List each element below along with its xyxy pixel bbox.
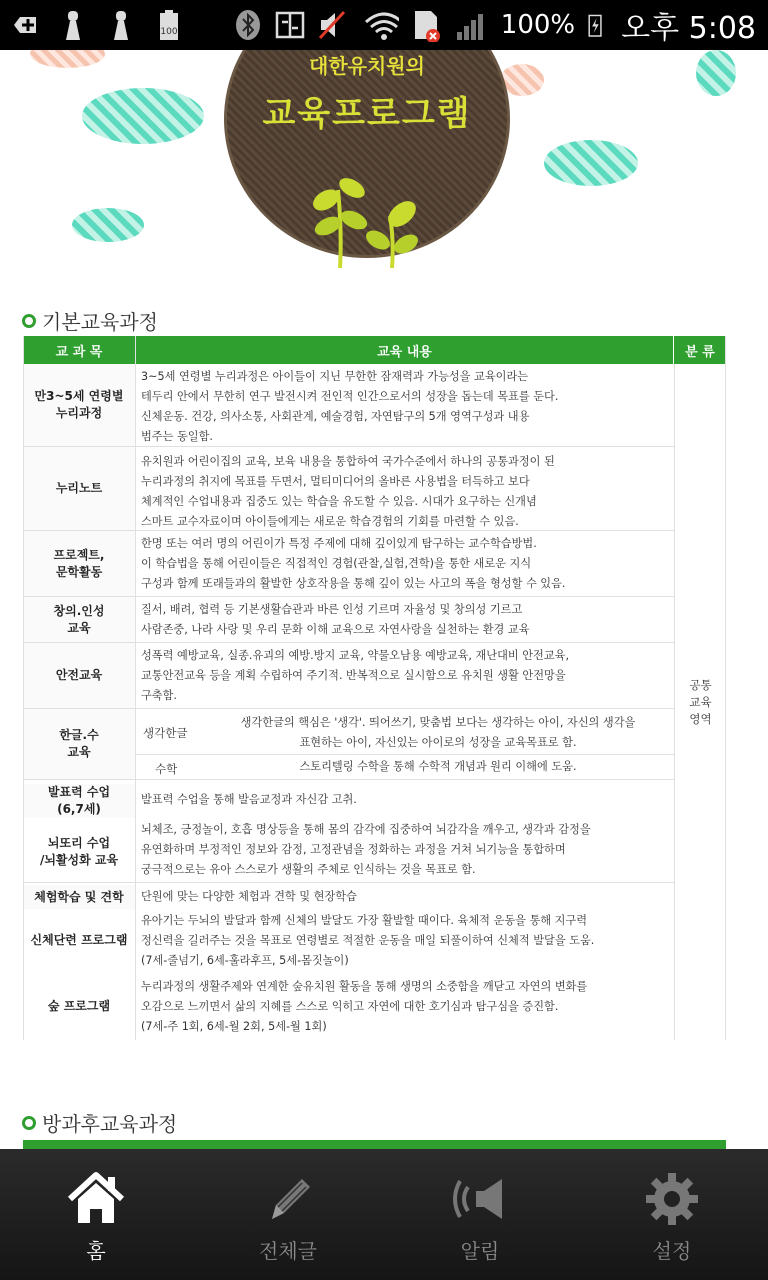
nav-label: 홈 — [86, 1239, 106, 1263]
sprout-icon — [300, 160, 430, 270]
table-row — [23, 531, 674, 597]
clock: 오후 5:08 — [621, 11, 756, 46]
curriculum-table — [23, 336, 726, 1040]
svg-text:100: 100 — [160, 27, 178, 37]
table-row — [23, 883, 674, 1040]
nav-label: 알림 — [460, 1239, 500, 1263]
bullet-icon — [22, 314, 36, 328]
row-content: 누리과정의 생활주제와 연계한 숲유치원 활동을 통해 생명의 소중함을 깨닫고 자연의 변화를 오감으로 느끼면서 삶의 지혜를 스스로 익히고 자연에 대한 호기심과 탐구심을 증진함. (7세-주 1회, 6세-월 2회, 5세-월 1회) — [141, 980, 588, 1033]
row-subject: 체험학습 및 견학 — [23, 885, 135, 909]
bottom-navigation — [0, 1149, 768, 1280]
row-content: 질서, 배려, 협력 등 기본생활습관과 바른 인성 기르며 자율성 및 창의성 기르고 사람존중, 나라 사랑 및 우리 문화 이해 교육으로 자연사랑을 실천하는 환경 교육 — [141, 603, 530, 636]
row-content: 유치원과 어린이집의 교육, 보육 내용을 통합하여 국가수준에서 하나의 공통과정이 된 누리과정의 취지에 목표를 두면서, 멀티미디어의 올바른 사용법을 터득하고 보다 체계적인 수업내용과 집중도 있는 학습을 유도할 수 있음. 시대가 요구하는 신개념 스마트 교수자료이며 아이들에게는 새로운 학습경험의 기회를 마련할 수 있음. — [141, 455, 555, 528]
mute-icon — [317, 8, 347, 42]
status-bar — [0, 0, 768, 50]
section-heading-afterschool — [22, 1108, 177, 1137]
nav-home[interactable] — [0, 1149, 192, 1280]
row-subject: 숲 프로그램 — [47, 998, 111, 1013]
nav-notifications[interactable] — [384, 1149, 576, 1280]
header-subject: 교 과 목 — [23, 336, 135, 364]
row-subject: 뇌또리 수업 /뇌활성화 교육 — [39, 836, 119, 867]
row-subject: 한글.수 교육 — [23, 709, 135, 779]
table-row — [23, 597, 674, 643]
row-content: 3~5세 연령별 누리과정은 아이들이 지닌 무한한 잠재력과 가능성을 교육이라는 테두리 안에서 무한히 연구 발전시켜 전인적 인간으로서의 성장을 돕는데 목표를 둔다. 신체운동. 건강, 의사소통, 사회관계, 예술경험, 자연탐구의 5개 영역구성과 내용 범주는 동일함. — [141, 370, 559, 443]
table-row — [23, 364, 674, 447]
home-icon — [66, 1169, 126, 1229]
row-subject: 누리노트 — [23, 447, 135, 530]
row-subject: 만3~5세 연령별 누리과정 — [23, 364, 135, 446]
wifi-icon — [359, 8, 399, 42]
sub-label: 생각한글 — [143, 726, 188, 740]
row-subject: 발표력 수업 (6,7세) — [23, 784, 135, 818]
usb-icon — [58, 8, 88, 42]
header-content: 교육 내용 — [136, 336, 673, 364]
row-subject: 프로젝트, 문학활동 — [23, 531, 135, 596]
nav-label: 설정 — [652, 1239, 692, 1263]
nav-settings[interactable] — [576, 1149, 768, 1280]
category-cell: 공통 교육 영역 — [674, 364, 726, 1040]
table-row — [23, 447, 674, 531]
section-heading-basic — [22, 306, 158, 335]
row-content: 한명 또는 여러 명의 어린이가 특정 주제에 대해 깊이있게 탐구하는 교수학습방법. 이 학습법을 통해 어린이들은 직접적인 경험(관찰,실험,견학)을 통한 새로운 지식 구성과 함께 또래들과의 활발한 상호작용을 통해 깊이 있는 사고의 폭을 형성할 수 있음. — [141, 537, 566, 590]
sim-error-icon — [411, 8, 441, 42]
bullet-icon — [22, 1116, 36, 1130]
row-content: 뇌체조, 긍정놀이, 호흡 명상등을 통해 몸의 감각에 집중하여 뇌감각을 깨우고, 생각과 감정을 유연화하며 부정적인 정보와 감정, 고정관념을 정화하는 과정을 거쳐 뇌기능을 통합하며 궁극적으로는 유아 스스로가 생활의 주체로 인식하는 것을 목표로 함. — [141, 823, 591, 876]
pencil-icon — [258, 1169, 318, 1229]
battery-icon — [154, 8, 184, 42]
bluetooth-icon — [233, 8, 263, 42]
signal-icon — [453, 8, 489, 42]
row-subject: 창의.인성 교육 — [23, 597, 135, 642]
row-content: 단원에 맞는 다양한 체험과 견학 및 현장학습 — [141, 890, 357, 903]
table-row — [23, 643, 674, 709]
row-content: 성폭력 예방교육, 실종.유괴의 예방.방지 교육, 약물오남용 예방교육, 재난대비 안전교육, 교통안전교육 등을 계획 수립하여 주기적. 반복적으로 실시함으로 유치원 생활 안전망을 구축함. — [141, 649, 570, 702]
sub-content: 스토리텔링 수학을 통해 수학적 개념과 원리 이해에 도움. — [299, 760, 577, 773]
gear-icon — [642, 1169, 702, 1229]
header-category: 분 류 — [674, 336, 726, 364]
plus-icon — [10, 8, 40, 42]
decor-blob — [72, 208, 144, 242]
section-title: 기본교육과정 — [42, 310, 158, 334]
nav-label: 전체글 — [259, 1239, 317, 1263]
table-row — [23, 780, 674, 883]
screen-mirror-icon — [275, 8, 305, 42]
row-content: 유아기는 두뇌의 발달과 함께 신체의 발달도 가장 활발할 때이다. 육체적 운동을 통해 지구력 정신력을 길러주는 것을 목표로 연령별로 적절한 운동을 매일 되풀이하여 신체적 발달을 도움. (7세-줄넘기, 6세-훌라후프, 5세-몸짓놀이) — [141, 914, 595, 967]
nav-all-posts[interactable] — [192, 1149, 384, 1280]
row-subject: 신체단련 프로그램 — [30, 932, 128, 947]
section-title: 방과후교육과정 — [42, 1112, 178, 1136]
decor-blob — [30, 50, 105, 68]
sub-divider — [135, 754, 674, 755]
decor-blob — [82, 88, 204, 144]
speaker-icon — [450, 1169, 510, 1229]
hero-subtitle: 대한유치원의 — [309, 54, 425, 78]
charging-icon — [587, 8, 609, 42]
table-border — [135, 336, 136, 1040]
table-row — [23, 709, 674, 780]
sub-content: 생각한글의 핵심은 '생각'. 띄어쓰기, 맞춤법 보다는 생각하는 아이, 자신의 생각을 표현하는 아이, 자신있는 아이로의 성장을 교육목표로 함. — [240, 716, 636, 749]
hero-banner — [0, 50, 768, 290]
hero-title: 교육프로그램 — [262, 94, 472, 134]
sub-label: 수학 — [155, 762, 178, 776]
decor-blob — [544, 140, 638, 186]
decor-blob — [696, 50, 736, 96]
row-subject: 안전교육 — [23, 643, 135, 708]
row-content: 발표력 수업을 통해 발음교정과 자신감 고취. — [141, 793, 357, 806]
usb-icon — [106, 8, 136, 42]
battery-percent: 100% — [500, 10, 576, 40]
table-border — [23, 336, 24, 1040]
